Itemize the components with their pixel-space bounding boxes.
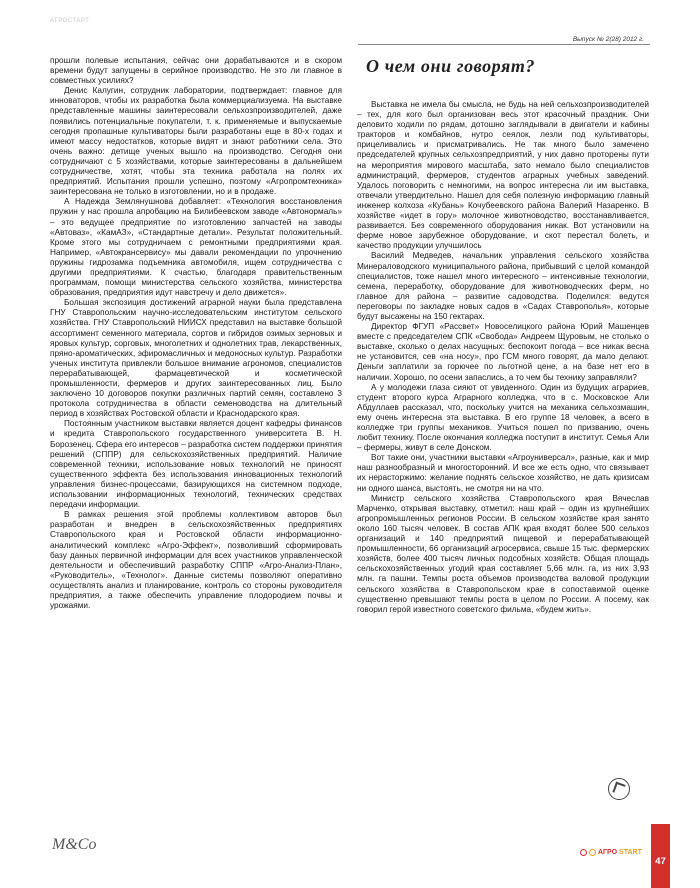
issue-label: Выпуск № 2(28) 2012 г. [572,36,644,43]
paragraph: Вот такие они, участники выставки «Агроуниверсал», разные, как и мир наш разнообразный и многосторонний. И все же есть одно, что связывает их нерасторжимо: желание поднять сельское хозяйство, не дать кризисам ни одного шанса, выстоять, не смотря ни на что. [357,453,649,493]
paragraph: Денис Калугин, сотрудник лаборатории, подтверждает: главное для инноваторов, чтобы их разработка была коммерциализуема. На выставке представленные машины заинтересовали сельхозпроизводителей, даже появились потенциальные покупатели, т. к. применяемые и выпускаемые сегодня пропашные культиваторы были разработаны еще в 80-х годах и имеют массу недостатков, которые видят и знают работники села. Это очень важно: детище ученых вышло на производство. Сегодня они сотрудничают с 5 хозяйствами, которые заинтересованы в дальнейшем сотрудничестве, хотят, чтобы эта техника работала на полях их предприятий. Испытания прошли успешно, поэтому «Агропромтехника» заинтересована не только в изготовлении, но и в продаже. [50,86,342,197]
author-signature-icon [608,778,630,800]
paragraph: Василий Медведев, начальник управления сельского хозяйства Минераловодского муниципального района, прибывший с целой командой специалистов, тоже нашел много интересного – интенсивные технологии, семена, переработку, оборудование для животноводческих ферм, но главное для района – развитие садоводства. Поделился: ведутся переговоры по закладке новых садов в «Садах Ставрополья», которые будут высажены на 150 гектарах. [357,251,649,321]
brand-mark [580,849,642,856]
paragraph: Выставка не имела бы смысла, не будь на ней сельхозпроизводителей – тех, для кого был организован весь этот красочный праздник. Они деловито ходили по рядам, дотошно заглядывали в двигатели и кабины тракторов и комбайнов, нутро сеялок, лезли под культиваторы, прицеливались и присматривались. Не так много было замечено председателей крупных сельхозпредприятий, у них давно проторены пути на мероприятия мирового масштаба, зато немало было специалистов администраций, фермеров, студентов аграрных учебных заведений. Удалось поговорить с немногими, на вопрос интересна ли им выставка, отвечали утвердительно. Нашел для себя полезную информацию главный инженер колхоза «Кубань» Кочубеевского района Валерий Назаренко. В хозяйстве «идет в гору» молочное животноводство, восстанавливается, развивается. Без современного оборудования никак. Вот установили на ферме новое зарубежное оборудование, и скот перестал болеть, и качество продукции улучшилось [357,100,649,251]
brand-circle-icon [580,849,587,856]
header-watermark: АГРОСТАРТ [50,18,90,24]
paragraph: Постоянным участником выставки является доцент кафедры финансов и кредита Ставропольского государственного университета В. Н. Борозенец. Сфера его интересов – разработка систем поддержки принятия решений (СППР) для сельскохозяйственных предприятий. Наличие современной техники, использование новых технологий не приносят существенного эффекта без использования инновационных технологий управления бизнес-процессами, базирующихся на системном подходе, использовании информационных технологий, технических средствах передачи информации. [50,419,342,510]
paragraph: А Надежда Землянушнова добавляет: «Технология восстановления пружин у нас прошла апробацию на Билибеевском заводе «Автонормаль» – это ведущее предприятие по изготовлению запчастей на заводы «Автоваз», «КамАЗ», «Стандартные детали». Результат положительный. Кроме этого мы сотрудничаем с ремонтными предприятиями края. Например, «Автокрансервису» мы давали рекомендации по упрочнению пружины гидрозамка подъемника автомобиля, ищем сотрудничества с другими предприятиями. К счастью, благодаря правительственным программам, помощи министерства сельского хозяйства, министерства образования, предприятия идут навстречу и дело движется». [50,197,342,298]
brand-start: START [619,849,642,856]
paragraph: Директор ФГУП «Рассвет» Новоселицкого района Юрий Машенцев вместе с председателем СПК «Свобода» Андреем Щуровым, не столько о выставке, сколько о делах насущных: беспокоит погода – все никак весна не установится, сев «на носу», про ГСМ много говорят, да мало делают. Деньги заплатили за горючее по льготной цене, а на базе нет его в наличии. Хорошо, по осени запаслись, а то чем бы технику заправляли? [357,322,649,382]
brand-agro: АГРО [598,849,618,856]
brand-circle-icon [589,849,596,856]
paragraph: прошли полевые испытания, сейчас они дорабатываются и в скором времени будут запущены в серийное производство. Не это ли главное в совместных усилиях? [50,56,342,86]
right-column [357,100,649,615]
paragraph: Большая экспозиция достижений аграрной науки была представлена ГНУ Ставропольским научно-исследовательским институтом сельского хозяйства. ГНУ Ставропольский НИИСХ представил на выставке большой ассортимент семенного материала, сортов и гибридов озимых зерновых и яровых культур, сорговых, многолетних и однолетних трав, лекарственных, пряно-ароматических, эфиромасличных и медоносных культур. Разработки ученых института привлекли большое внимание агрономов, специалистов перерабатывающей, фармацевтической и косметической промышленности, фермеров и других заинтересованных лиц. Было заключено 10 договоров покупки различных партий семян, составлено 3 протокола сотрудничества в области семеноводства на длительный период в хозяйствах Ростовской области и Краснодарского края. [50,298,342,419]
left-column [50,56,342,611]
paragraph: В рамках решения этой проблемы коллективом авторов был разработан и внедрен в сельскохозяйственных предприятиях Ставропольского края и Ростовской области информационно-аналитический комплекс «Агро-Эффект», позволивший сформировать базу данных первичной информации для всех участников управленческой деятельности и обеспечивший разработку СППР «Агро-Анализ-План», «Руководитель», «Технолог». Данные системы позволяют оперативно осуществлять анализ и планирование, контроль со стороны руководителя предприятия, а также обеспечить управление плодородием почвы и урожаями. [50,510,342,611]
publisher-logo: M&Co [52,836,97,853]
page-number: 47 [651,824,670,888]
section-title: О чем они говорят? [366,56,536,76]
header-rule [358,44,650,45]
paragraph: Министр сельского хозяйства Ставропольского края Вячеслав Марченко, открывая выставку, отметил: наш край – один из крупнейших агропромышленных регионов России. В сельском хозяйстве края занято около 160 тысяч человек. В состав АПК края входят более 500 сельхоз организаций и 140 предприятий пищевой и перерабатывающей промышленности, 66 организаций агросервиса, свыше 15 тыс. фермерских хозяйств, более 400 тысяч личных подсобных хозяйств. Общая площадь сельскохозяйственных угодий края составляет 5,66 млн. га, из них 3,93 млн. га пашни. Темпы роста объемов производства валовой продукции сельского хозяйства в Ставропольском крае в сопоставимой оценке существенно превышают темпы роста в целом по России. А посему, как говорил герой известного советского фильма, «будем жить». [357,493,649,614]
paragraph: А у молодежи глаза сияют от увиденного. Один из будущих аграриев, студент второго курса Аграрного колледжа, что в с. Московское Али Абдуллаев рассказал, что, поскольку учится на механика сельхозмашин, ему очень интересна эта выставка. В его группе 18 человек, а всего в колледже три группы механиков. Учиться пошел по призванию, очень любит технику. После окончания колледжа поступит в институт. Семья Али – фермеры, живут в селе Донском. [357,382,649,453]
